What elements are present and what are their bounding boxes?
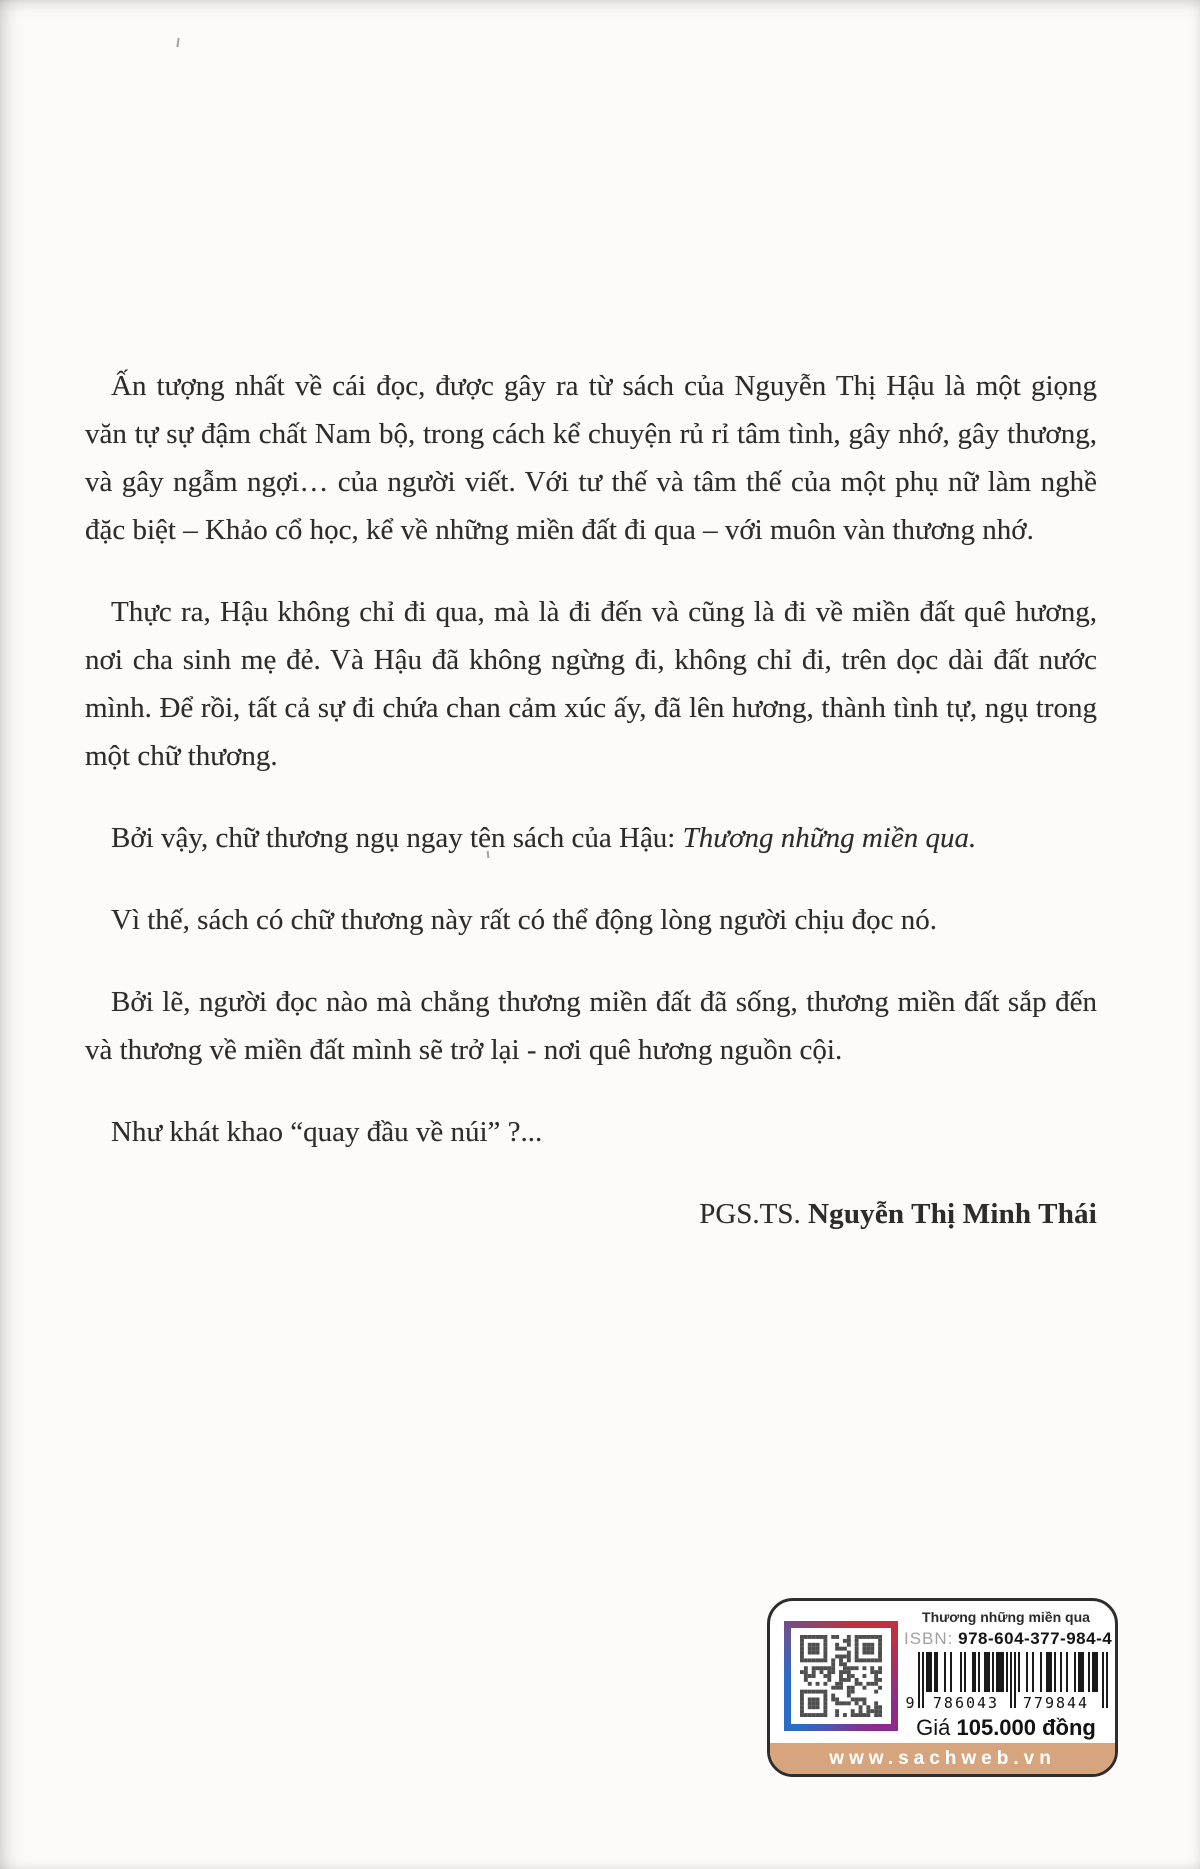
- book-title-italic: Thương những miền qua.: [682, 822, 977, 854]
- qr-gradient-frame: [784, 1621, 898, 1731]
- sticker-book-title: Thương những miền qua: [922, 1609, 1090, 1625]
- review-paragraph-1: Ấn tượng nhất về cái đọc, được gây ra từ sách của Nguyễn Thị Hậu là một giọng văn tự sự đậm chất Nam bộ, trong cách kể chuyện rủ rỉ tâm tình, gây nhớ, gây thương, và gây ngẫm ngợi… của người viết. Với tư thế và tâm thế của một phụ nữ làm nghề đặc biệt – Khảo cổ học, kể về những miền đất đi qua – với muôn vàn thương nhớ.: [85, 370, 1097, 546]
- review-paragraph-3-text: Bởi vậy, chữ thương ngụ ngay tên sách của Hậu:: [111, 822, 683, 854]
- isbn-value: 978-604-377-984-4: [958, 1629, 1113, 1648]
- review-paragraph-2: Thực ra, Hậu không chỉ đi qua, mà là đi đến và cũng là đi về miền đất quê hương, nơi cha sinh mẹ đẻ. Và Hậu đã không ngừng đi, không chỉ đi, trên dọc dài đất nước mình. Để rồi, tất cả sự đi chứa chan cảm xúc ấy, đã lên hương, thành tình tự, ngụ trong một chữ thương.: [85, 596, 1097, 772]
- qr-white-inset: [791, 1628, 891, 1724]
- review-paragraph-3: [85, 814, 1097, 862]
- isbn-row: [904, 1628, 1113, 1649]
- price-row: [904, 1715, 1108, 1741]
- reviewer-signature: [85, 1190, 1097, 1238]
- reviewer-title: PGS.TS.: [699, 1198, 808, 1230]
- barcode-digits-left: 786043: [932, 1694, 1000, 1712]
- qr-code-icon: [798, 1635, 884, 1717]
- isbn-label: ISBN:: [904, 1629, 954, 1648]
- review-paragraph-6: Như khát khao “quay đầu về núi” ?...: [111, 1116, 543, 1148]
- scan-speck: [176, 38, 179, 47]
- isbn-price-sticker: [767, 1598, 1118, 1777]
- barcode-first-digit: 9: [905, 1694, 915, 1712]
- sticker-right-column: [904, 1608, 1113, 1741]
- review-paragraph-5: Bởi lẽ, người đọc nào mà chẳng thương miền đất đã sống, thương miền đất sắp đến và thương về miền đất mình sẽ trở lại - nơi quê hương nguồn cội.: [85, 986, 1097, 1066]
- price-value: 105.000 đồng: [956, 1715, 1096, 1740]
- ean13-barcode: [904, 1652, 1110, 1714]
- barcode-digits-right: 779844: [1022, 1694, 1090, 1712]
- price-label: Giá: [916, 1715, 951, 1740]
- review-text-block: [85, 362, 1097, 1272]
- review-paragraph-4: Vì thế, sách có chữ thương này rất có thể động lòng người chịu đọc nó.: [111, 904, 938, 936]
- publisher-website-band: www.sachweb.vn: [770, 1743, 1115, 1774]
- reviewer-name: Nguyễn Thị Minh Thái: [807, 1198, 1097, 1230]
